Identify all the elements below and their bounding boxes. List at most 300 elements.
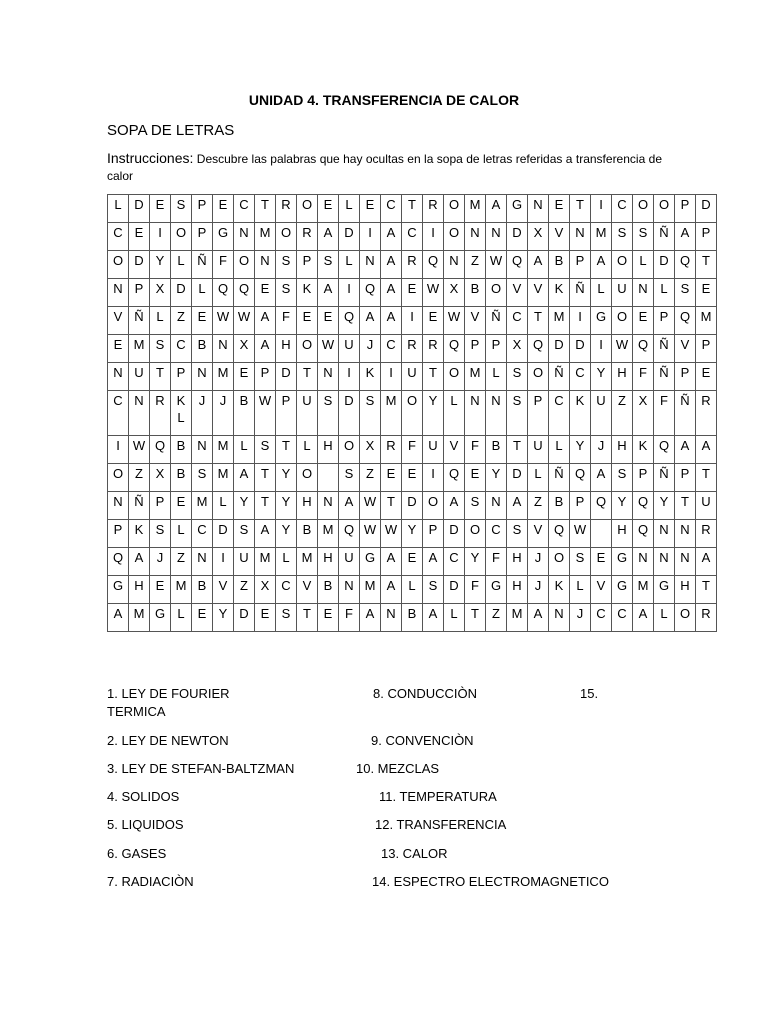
grid-letter: P <box>134 281 144 296</box>
grid-cell <box>360 223 381 251</box>
grid-letter: C <box>407 225 417 240</box>
grid-letter: C <box>449 550 459 565</box>
grid-letter: V <box>113 309 123 324</box>
grid-letter: V <box>554 225 564 240</box>
grid-cell <box>276 436 297 464</box>
grid-cell <box>528 548 549 576</box>
grid-letter: B <box>197 337 207 352</box>
grid-cell <box>696 223 717 251</box>
grid-letter: W <box>132 438 146 453</box>
grid-cell <box>612 307 633 335</box>
grid-cell <box>339 391 360 436</box>
grid-cell <box>696 279 717 307</box>
word-item: 12. TRANSFERENCIA <box>375 817 507 832</box>
grid-cell <box>528 279 549 307</box>
grid-cell <box>423 363 444 391</box>
grid-cell <box>465 604 486 632</box>
grid-letter: E <box>407 466 417 481</box>
grid-letter: M <box>196 494 208 509</box>
grid-cell <box>192 335 213 363</box>
grid-cell <box>276 363 297 391</box>
grid-letter: M <box>217 438 229 453</box>
grid-cell <box>528 464 549 492</box>
grid-cell <box>171 251 192 279</box>
grid-letter: T <box>156 365 164 380</box>
grid-letter: O <box>112 253 124 268</box>
grid-cell <box>129 307 150 335</box>
grid-letter: Ñ <box>680 393 690 408</box>
grid-cell <box>360 436 381 464</box>
grid-letter: B <box>407 606 417 621</box>
grid-letter: S <box>617 466 627 481</box>
grid-letter: X <box>239 337 249 352</box>
grid-row <box>108 195 717 223</box>
grid-cell <box>465 251 486 279</box>
grid-row <box>108 307 717 335</box>
grid-letter: W <box>363 494 377 509</box>
grid-cell <box>549 520 570 548</box>
word-item: 4. SOLIDOS <box>107 789 180 804</box>
grid-cell <box>612 548 633 576</box>
grid-cell <box>654 436 675 464</box>
grid-letter: L <box>303 438 311 453</box>
word-item: 6. GASES <box>107 846 167 861</box>
grid-cell <box>696 492 717 520</box>
grid-cell <box>633 335 654 363</box>
grid-cell <box>675 576 696 604</box>
grid-letter: C <box>113 225 123 240</box>
grid-letter: R <box>701 393 711 408</box>
grid-letter: S <box>575 550 585 565</box>
grid-cell <box>360 335 381 363</box>
grid-letter: R <box>701 522 711 537</box>
grid-letter: T <box>576 197 584 212</box>
grid-letter: L <box>492 365 500 380</box>
grid-cell <box>108 195 129 223</box>
grid-cell <box>276 279 297 307</box>
grid-letter: N <box>113 281 123 296</box>
grid-cell <box>192 520 213 548</box>
grid-cell <box>633 576 654 604</box>
grid-letter: N <box>470 393 480 408</box>
grid-letter: U <box>134 365 144 380</box>
grid-cell <box>129 464 150 492</box>
grid-letter: L <box>660 281 668 296</box>
grid-cell <box>150 335 171 363</box>
grid-letter: Ñ <box>554 466 564 481</box>
grid-cell <box>591 251 612 279</box>
grid-cell <box>360 548 381 576</box>
grid-letter: T <box>702 466 710 481</box>
grid-letter: O <box>490 281 502 296</box>
grid-letter: A <box>596 466 606 481</box>
grid-letter: Z <box>240 578 248 593</box>
grid-cell <box>381 195 402 223</box>
grid-letter: C <box>386 197 396 212</box>
grid-letter: C <box>386 337 396 352</box>
grid-letter: F <box>219 253 227 268</box>
grid-cell <box>213 436 234 464</box>
grid-letter: E <box>155 197 165 212</box>
grid-cell <box>633 223 654 251</box>
word-item: 10. MEZCLAS <box>356 761 440 776</box>
grid-letter: Y <box>617 494 627 509</box>
grid-letter: W <box>363 522 377 537</box>
grid-cell <box>255 576 276 604</box>
grid-letter: M <box>217 466 229 481</box>
grid-letter: I <box>347 281 351 296</box>
grid-cell <box>171 307 192 335</box>
word-item: 1. LEY DE FOURIER <box>107 686 230 701</box>
grid-letter: U <box>596 393 606 408</box>
grid-letter: A <box>134 550 144 565</box>
grid-cell <box>150 436 171 464</box>
grid-letter: P <box>638 466 648 481</box>
grid-cell <box>633 492 654 520</box>
grid-letter: N <box>197 438 207 453</box>
grid-letter: X <box>365 438 375 453</box>
grid-cell <box>528 604 549 632</box>
grid-letter: H <box>281 337 291 352</box>
grid-letter: G <box>616 578 628 593</box>
grid-letter: S <box>470 494 480 509</box>
grid-cell <box>360 576 381 604</box>
grid-letter: A <box>260 309 270 324</box>
grid-letter: A <box>260 337 270 352</box>
grid-letter: B <box>323 578 333 593</box>
grid-letter: H <box>323 438 333 453</box>
grid-cell <box>213 279 234 307</box>
word-item: TERMICA <box>107 704 166 719</box>
grid-cell <box>381 548 402 576</box>
grid-cell <box>255 436 276 464</box>
grid-letter: F <box>345 606 353 621</box>
grid-cell <box>591 436 612 464</box>
grid-cell <box>255 604 276 632</box>
grid-cell <box>612 604 633 632</box>
grid-letter: E <box>323 309 333 324</box>
grid-cell <box>528 251 549 279</box>
grid-letter: Z <box>534 494 542 509</box>
grid-cell <box>318 363 339 391</box>
grid-letter: N <box>449 253 459 268</box>
grid-cell <box>192 307 213 335</box>
grid-letter: K <box>365 365 375 380</box>
grid-cell <box>675 548 696 576</box>
grid-cell <box>570 391 591 436</box>
grid-cell <box>192 195 213 223</box>
grid-letter: A <box>428 550 438 565</box>
grid-letter: O <box>238 253 250 268</box>
grid-cell <box>129 548 150 576</box>
grid-letter: X <box>260 578 270 593</box>
grid-cell <box>318 223 339 251</box>
grid-cell <box>549 223 570 251</box>
grid-cell <box>633 604 654 632</box>
grid-letter: H <box>617 438 627 453</box>
grid-letter: K <box>134 522 144 537</box>
grid-letter: A <box>260 522 270 537</box>
grid-letter: J <box>534 578 542 593</box>
grid-letter: W <box>615 337 629 352</box>
grid-cell <box>276 307 297 335</box>
grid-cell <box>150 223 171 251</box>
grid-cell <box>381 363 402 391</box>
grid-cell <box>486 363 507 391</box>
grid-letter: N <box>575 225 585 240</box>
grid-cell <box>591 335 612 363</box>
grid-cell <box>675 464 696 492</box>
grid-letter: L <box>177 522 185 537</box>
grid-letter: M <box>511 606 523 621</box>
grid-cell <box>675 279 696 307</box>
grid-cell <box>423 195 444 223</box>
grid-letter: L <box>576 578 584 593</box>
grid-cell <box>444 492 465 520</box>
grid-cell <box>171 279 192 307</box>
grid-letter: S <box>323 253 333 268</box>
grid-cell <box>444 307 465 335</box>
grid-letter: L <box>450 606 458 621</box>
grid-letter: D <box>512 225 522 240</box>
grid-letter: O <box>616 309 628 324</box>
grid-letter: P <box>281 393 291 408</box>
grid-cell <box>696 335 717 363</box>
grid-letter: M <box>469 365 481 380</box>
grid-letter: R <box>155 393 165 408</box>
grid-cell <box>507 391 528 436</box>
grid-cell <box>465 576 486 604</box>
grid-letter: S <box>512 365 522 380</box>
grid-letter: A <box>680 225 690 240</box>
grid-cell <box>108 335 129 363</box>
grid-letter <box>318 464 338 465</box>
grid-cell <box>528 492 549 520</box>
grid-letter: D <box>512 466 522 481</box>
grid-letter: Z <box>492 606 500 621</box>
grid-cell <box>612 363 633 391</box>
grid-cell <box>171 520 192 548</box>
grid-cell <box>255 391 276 436</box>
grid-cell <box>234 223 255 251</box>
grid-cell <box>192 223 213 251</box>
grid-cell <box>402 195 423 223</box>
grid-row <box>108 548 717 576</box>
grid-cell <box>402 576 423 604</box>
grid-letter: V <box>680 337 690 352</box>
grid-row <box>108 391 717 436</box>
grid-cell <box>360 520 381 548</box>
grid-letter: L <box>408 578 416 593</box>
grid-cell <box>675 492 696 520</box>
grid-cell <box>150 391 171 436</box>
grid-cell <box>444 363 465 391</box>
grid-letter: B <box>470 281 480 296</box>
grid-letter: O <box>448 225 460 240</box>
grid-letter: D <box>701 197 711 212</box>
grid-letter: Q <box>511 253 523 268</box>
grid-cell <box>255 548 276 576</box>
grid-letter: S <box>281 606 291 621</box>
grid-cell <box>633 279 654 307</box>
grid-cell <box>234 363 255 391</box>
grid-cell <box>192 391 213 436</box>
grid-cell <box>486 279 507 307</box>
grid-cell <box>507 604 528 632</box>
grid-cell <box>339 520 360 548</box>
grid-cell <box>570 604 591 632</box>
grid-cell <box>234 604 255 632</box>
grid-letter: B <box>302 522 312 537</box>
grid-letter: E <box>365 197 375 212</box>
grid-cell <box>381 576 402 604</box>
grid-letter: A <box>596 253 606 268</box>
grid-letter: A <box>533 253 543 268</box>
grid-cell <box>150 279 171 307</box>
grid-letter: I <box>221 550 225 565</box>
grid-letter: A <box>701 438 711 453</box>
grid-cell <box>255 335 276 363</box>
grid-letter: P <box>197 225 207 240</box>
grid-letter: K <box>554 578 564 593</box>
grid-letter: N <box>197 365 207 380</box>
grid-letter: S <box>638 225 648 240</box>
grid-cell <box>108 279 129 307</box>
grid-letter <box>591 520 611 521</box>
grid-cell <box>696 251 717 279</box>
grid-cell <box>192 492 213 520</box>
grid-cell <box>402 391 423 436</box>
grid-cell <box>507 464 528 492</box>
grid-cell <box>339 195 360 223</box>
grid-cell <box>444 279 465 307</box>
grid-letter: N <box>323 365 333 380</box>
grid-cell <box>591 195 612 223</box>
grid-cell <box>633 363 654 391</box>
grid-letter: N <box>470 225 480 240</box>
grid-letter: M <box>469 197 481 212</box>
grid-cell <box>129 520 150 548</box>
grid-letter: P <box>659 309 669 324</box>
grid-cell <box>318 604 339 632</box>
grid-letter: B <box>176 466 186 481</box>
grid-cell <box>507 363 528 391</box>
grid-letter: R <box>407 337 417 352</box>
grid-cell <box>675 223 696 251</box>
grid-cell <box>423 335 444 363</box>
grid-letter: W <box>321 337 335 352</box>
grid-letter: N <box>239 225 249 240</box>
grid-letter: R <box>386 438 396 453</box>
grid-cell <box>465 492 486 520</box>
grid-letter: O <box>469 522 481 537</box>
grid-cell <box>696 548 717 576</box>
grid-cell <box>507 195 528 223</box>
grid-cell <box>276 548 297 576</box>
grid-letter: L <box>177 253 185 268</box>
grid-cell <box>570 576 591 604</box>
grid-letter: F <box>471 578 479 593</box>
grid-cell <box>150 363 171 391</box>
page-title: UNIDAD 4. TRANSFERENCIA DE CALOR <box>248 92 520 108</box>
grid-letter: Y <box>281 522 291 537</box>
grid-cell <box>486 251 507 279</box>
grid-letter: D <box>134 197 144 212</box>
grid-cell <box>276 492 297 520</box>
grid-letter: G <box>616 550 628 565</box>
grid-cell <box>696 307 717 335</box>
grid-letter: A <box>323 281 333 296</box>
grid-cell <box>129 604 150 632</box>
grid-letter: E <box>260 606 270 621</box>
grid-letter: Ñ <box>134 309 144 324</box>
grid-cell <box>444 335 465 363</box>
grid-cell <box>444 576 465 604</box>
grid-cell <box>633 436 654 464</box>
grid-cell <box>612 223 633 251</box>
grid-letter: N <box>659 550 669 565</box>
grid-cell <box>297 548 318 576</box>
grid-letter: A <box>386 578 396 593</box>
grid-cell <box>129 279 150 307</box>
grid-cell <box>381 391 402 436</box>
grid-letter: E <box>239 365 249 380</box>
grid-cell <box>591 223 612 251</box>
grid-letter: M <box>301 550 313 565</box>
grid-cell <box>276 335 297 363</box>
grid-cell <box>465 391 486 436</box>
grid-letter: Z <box>366 466 374 481</box>
grid-letter: X <box>533 225 543 240</box>
grid-letter: J <box>219 393 227 408</box>
grid-cell <box>675 335 696 363</box>
grid-cell <box>171 604 192 632</box>
grid-cell <box>108 391 129 436</box>
grid-cell <box>612 195 633 223</box>
grid-cell <box>633 307 654 335</box>
grid-cell <box>675 307 696 335</box>
grid-letter: N <box>323 494 333 509</box>
grid-letter: I <box>158 225 162 240</box>
grid-letter: L <box>198 281 206 296</box>
grid-letter: J <box>366 337 374 352</box>
grid-letter: Z <box>618 393 626 408</box>
grid-letter: I <box>389 365 393 380</box>
grid-letter: O <box>448 365 460 380</box>
subtitle: SOPA DE LETRAS <box>107 122 235 139</box>
grid-cell <box>570 492 591 520</box>
grid-cell <box>591 391 612 436</box>
grid-letter: I <box>599 197 603 212</box>
grid-letter: X <box>512 337 522 352</box>
grid-cell <box>654 307 675 335</box>
grid-letter: T <box>261 494 269 509</box>
grid-cell <box>612 576 633 604</box>
grid-cell <box>423 307 444 335</box>
grid-cell <box>465 195 486 223</box>
grid-cell <box>360 251 381 279</box>
grid-cell <box>276 223 297 251</box>
grid-cell <box>528 436 549 464</box>
grid-cell <box>318 548 339 576</box>
grid-cell <box>150 195 171 223</box>
grid-cell <box>339 223 360 251</box>
grid-letter: Q <box>364 281 376 296</box>
grid-letter: T <box>282 438 290 453</box>
grid-cell <box>549 279 570 307</box>
grid-letter: O <box>427 494 439 509</box>
grid-letter: P <box>575 253 585 268</box>
